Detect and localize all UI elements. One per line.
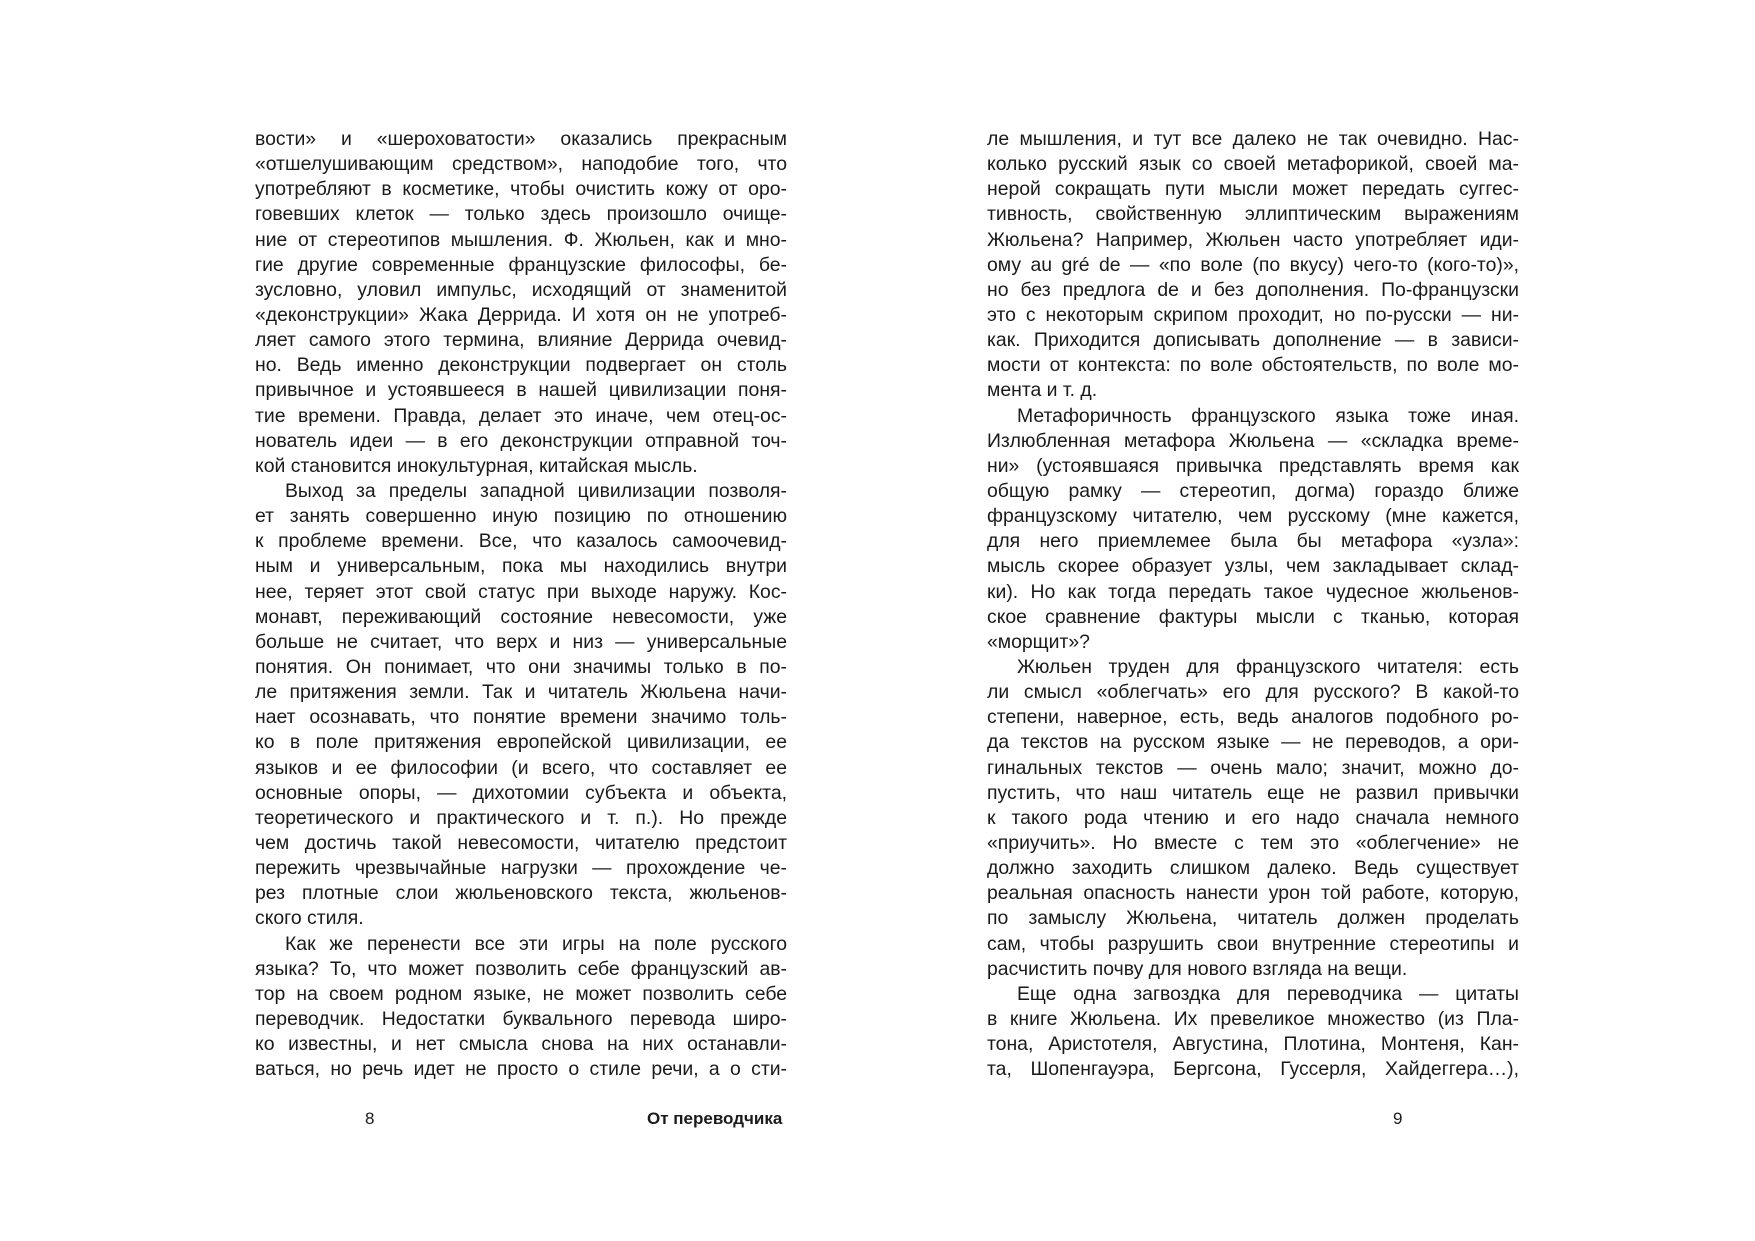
text-line: тие времени. Правда, делает это иначе, чем отец-ос- (255, 404, 787, 427)
text-line: монавт, переживающий состояние невесомости, уже (255, 605, 787, 628)
text-line: «деконструкции» Жака Деррида. И хотя он не употреб- (255, 303, 787, 326)
text-line: употребляют в косметике, чтобы очистить кожу от оро- (255, 178, 787, 201)
text-line: говевших клеток — только здесь произошло очище- (255, 203, 787, 226)
text-line: та, Шопенгауэра, Бергсона, Гуссерля, Хайдеггера…), (987, 1058, 1519, 1081)
text-line: пережить чрезвычайные нагрузки — прохождение че- (255, 857, 787, 880)
text-line: языков и ее философии (и всего, что составляет ее (255, 756, 787, 779)
text-line: гие другие современные французские философы, бе- (255, 253, 787, 276)
text-line: ко в поле притяжения европейской цивилизации, ее (255, 731, 787, 754)
text-line: мысль скорее образует узлы, чем закладывает склад- (987, 555, 1519, 578)
text-line: языка? То, что может позволить себе французский ав- (255, 957, 787, 980)
text-line: к такого рода чтению и его надо сначала немного (987, 806, 1519, 829)
page-number-right: 9 (1393, 1109, 1403, 1128)
text-line: кой становится инокультурная, китайская мысль. (255, 454, 698, 477)
text-line: переводчик. Недостатки буквального перевода широ- (255, 1007, 787, 1030)
text-line: к проблеме времени. Все, что казалось самоочевид- (255, 530, 787, 553)
text-line: реальная опасность нанести урон той работе, которую, (987, 882, 1519, 905)
text-line: рез плотные слои жюльеновского текста, жюльенов- (255, 882, 787, 905)
text-line: французскому читателю, чем русскому (мне кажется, (987, 505, 1519, 528)
text-line: основные опоры, — дихотомии субъекта и объекта, (255, 781, 787, 804)
left-page (0, 0, 877, 1241)
text-line: Еще одна загвоздка для переводчика — цитаты (1017, 982, 1519, 1005)
text-line: нерой сокращать пути мысли может передать суггес- (987, 178, 1519, 201)
text-line: нает осознавать, что понятие времени значимо толь- (255, 706, 787, 729)
text-line: чем достичь такой невесомости, читателю предстоит (255, 831, 787, 854)
text-line: тор на своем родном языке, не может позволить себе (255, 982, 787, 1005)
text-line: Жюльен труден для французского читателя: есть (1017, 655, 1519, 678)
text-line: Как же перенести все эти игры на поле русского (285, 932, 787, 955)
text-line: ваться, но речь идет не просто о стиле речи, а о сти- (255, 1058, 787, 1081)
text-line: ние от стереотипов мышления. Ф. Жюльен, как и мно- (255, 228, 787, 251)
text-line: больше не считает, что верх и низ — универсальные (255, 630, 787, 653)
text-line: но без предлога de и без дополнения. По-французски (987, 278, 1519, 301)
text-line: должно заходить слишком далеко. Ведь существует (987, 857, 1519, 880)
text-line: ского стиля. (255, 907, 364, 930)
text-line: ли смысл «облегчать» его для русского? В какой-то (987, 681, 1519, 704)
text-line: мости от контекста: по воле обстоятельств, по воле мо- (987, 354, 1519, 377)
page-number-left: 8 (365, 1109, 375, 1128)
text-line: ко известны, и нет смысла снова на них останавли- (255, 1033, 787, 1056)
text-line: Метафоричность французского языка тоже иная. (1017, 404, 1519, 427)
text-line: по замыслу Жюльена, читатель должен проделать (987, 907, 1519, 930)
text-line: ское сравнение фактуры мысли с тканью, которая (987, 605, 1519, 628)
text-line: общую рамку — стереотип, догма) гораздо ближе (987, 479, 1519, 502)
text-line: расчистить почву для нового взгляда на вещи. (987, 957, 1408, 980)
text-line: нее, теряет этот свой статус при выходе наружу. Кос- (255, 580, 787, 603)
text-line: для него приемлемее была бы метафора «узла»: (987, 530, 1519, 553)
text-line: колько русский язык со своей метафорикой, своей ма- (987, 153, 1519, 176)
text-line: ому au gré de — «по воле (по вкусу) чего-то (кого-то)», (987, 253, 1519, 276)
text-line: привычное и устоявшееся в нашей цивилизации поня- (255, 379, 787, 402)
text-line: «отшелушивающим средством», наподобие того, что (255, 153, 787, 176)
text-line: гинальных текстов — очень мало; значит, можно до- (987, 756, 1519, 779)
text-line: в книге Жюльена. Их превеликое множество (из Пла- (987, 1007, 1519, 1030)
text-line: мента и т. д. (987, 379, 1098, 402)
right-page (878, 0, 1755, 1241)
right-page-text (987, 127, 1519, 1082)
text-line: тивность, свойственную эллиптическим выражениям (987, 203, 1519, 226)
text-line: Излюбленная метафора Жюльена — «складка време- (987, 429, 1519, 452)
running-head: От переводчика (647, 1109, 783, 1128)
text-line: зусловно, уловил импульс, исходящий от знаменитой (255, 278, 787, 301)
text-line: тона, Аристотеля, Августина, Плотина, Монтеня, Кан- (987, 1033, 1519, 1056)
text-line: ет занять совершенно иную позицию по отношению (255, 505, 787, 528)
text-line: ни» (устоявшаяся привычка представлять время как (987, 454, 1519, 477)
text-line: ки). Но как тогда передать такое чудесное жюльенов- (987, 580, 1519, 603)
text-line: теоретического и практического и т. п.). Но прежде (255, 806, 787, 829)
text-line: «морщит»? (987, 630, 1090, 653)
text-line: пустить, что наш читатель еще не развил привычки (987, 781, 1519, 804)
text-line: ляет самого этого термина, влияние Деррида очевид- (255, 329, 787, 352)
text-line: ле мышления, и тут все далеко не так очевидно. Нас- (987, 128, 1519, 150)
text-line: ле притяжения земли. Так и читатель Жюльена начи- (255, 681, 787, 704)
text-line: «приучить». Но вместе с тем это «облегчение» не (987, 831, 1519, 854)
text-line: нователь идеи — в его деконструкции отправной точ- (255, 429, 787, 452)
text-line: вости» и «шероховатости» оказались прекрасным (255, 128, 787, 150)
text-line: как. Приходится дописывать дополнение — в зависи- (987, 329, 1519, 352)
text-line: Жюльена? Например, Жюльен часто употребляет иди- (987, 228, 1519, 251)
text-line: сам, чтобы разрушить свои внутренние стереотипы и (987, 932, 1519, 955)
text-line: это с некоторым скрипом проходит, но по-русски — ни- (987, 303, 1519, 326)
left-page-text (255, 127, 787, 1082)
text-line: но. Ведь именно деконструкции подвергает он столь (255, 354, 787, 377)
text-line: Выход за пределы западной цивилизации позволя- (285, 479, 787, 502)
text-line: да текстов на русском языке — не переводов, а ори- (987, 731, 1519, 754)
text-line: понятия. Он понимает, что они значимы только в по- (255, 655, 787, 678)
text-line: ным и универсальным, пока мы находились внутри (255, 555, 787, 578)
text-line: степени, наверное, есть, ведь аналогов подобного ро- (987, 706, 1519, 729)
